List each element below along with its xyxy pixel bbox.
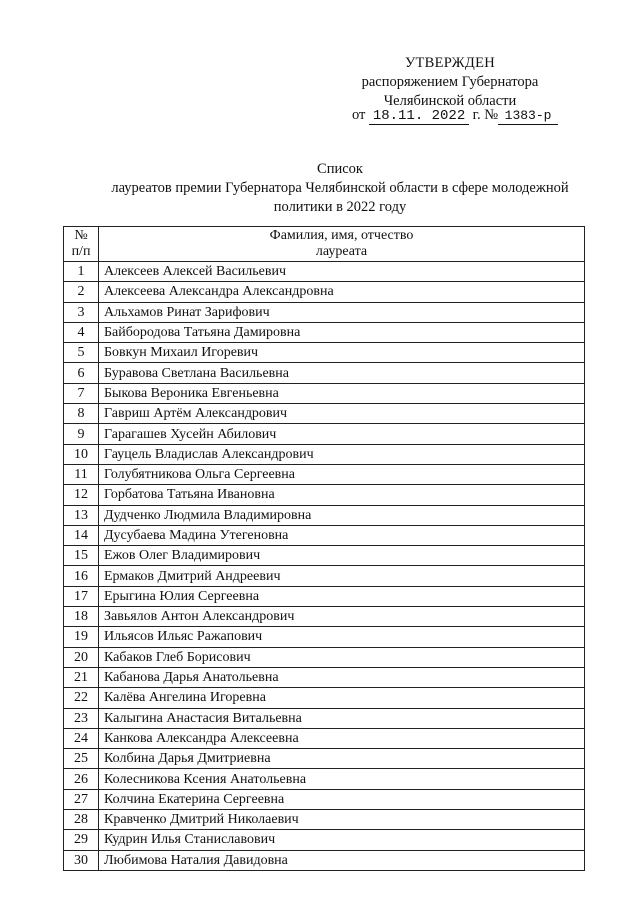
row-number: 20 — [64, 647, 99, 667]
laureate-name: Дудченко Людмила Владимировна — [99, 505, 585, 525]
laureate-name: Алексеева Александра Александровна — [99, 282, 585, 302]
laureate-name: Ермаков Дмитрий Андреевич — [99, 566, 585, 586]
laureate-name: Байбородова Татьяна Дамировна — [99, 322, 585, 342]
row-number: 12 — [64, 485, 99, 505]
laureate-name: Калыгина Анастасия Витальевна — [99, 708, 585, 728]
date-prefix: от — [352, 107, 366, 123]
laureate-name: Кудрин Илья Станиславович — [99, 830, 585, 850]
row-number: 25 — [64, 749, 99, 769]
table-row — [64, 383, 585, 403]
table-row — [64, 850, 585, 870]
laureate-name: Канкова Александра Алексеевна — [99, 728, 585, 748]
header-name-line2: лауреата — [315, 244, 368, 259]
table-row — [64, 749, 585, 769]
table-row — [64, 424, 585, 444]
laureate-name: Ежов Олег Владимирович — [99, 546, 585, 566]
laureate-name: Буравова Светлана Васильевна — [99, 363, 585, 383]
laureate-name: Кабанова Дарья Анатольевна — [99, 667, 585, 687]
laureate-name: Колбина Дарья Дмитриевна — [99, 749, 585, 769]
laureate-name: Кабаков Глеб Борисович — [99, 647, 585, 667]
laureate-name: Колчина Екатерина Сергеевна — [99, 789, 585, 809]
row-number: 28 — [64, 810, 99, 830]
table-row — [64, 444, 585, 464]
laureate-name: Калёва Ангелина Игоревна — [99, 688, 585, 708]
document-heading — [60, 160, 620, 217]
table-row — [64, 607, 585, 627]
decree-number: 1383-р — [498, 108, 558, 125]
row-number: 5 — [64, 343, 99, 363]
table-row — [64, 769, 585, 789]
approval-line-region: Челябинской области — [383, 93, 517, 109]
table-row — [64, 322, 585, 342]
row-number: 11 — [64, 464, 99, 484]
row-number: 18 — [64, 607, 99, 627]
laureate-name: Альхамов Ринат Зарифович — [99, 302, 585, 322]
row-number: 24 — [64, 728, 99, 748]
row-number: 16 — [64, 566, 99, 586]
table-row — [64, 667, 585, 687]
table-row — [64, 810, 585, 830]
header-name-line1: Фамилия, имя, отчество — [269, 228, 414, 243]
row-number: 4 — [64, 322, 99, 342]
row-number: 21 — [64, 667, 99, 687]
approval-title: УТВЕРЖДЕН — [404, 55, 496, 71]
table-header-row — [64, 227, 585, 262]
table-row — [64, 282, 585, 302]
header-name — [99, 227, 585, 262]
row-number: 9 — [64, 424, 99, 444]
header-number — [64, 227, 99, 262]
laureate-name: Гарагашев Хусейн Абилович — [99, 424, 585, 444]
laureate-name: Завьялов Антон Александрович — [99, 607, 585, 627]
decree-date: 18.11. 2022 — [369, 108, 469, 125]
table-row — [64, 363, 585, 383]
row-number: 23 — [64, 708, 99, 728]
laureates-table — [63, 226, 585, 871]
laureate-name: Алексеев Алексей Васильевич — [99, 262, 585, 282]
laureate-name: Колесникова Ксения Анатольевна — [99, 769, 585, 789]
row-number: 7 — [64, 383, 99, 403]
heading-line-2: лауреатов премии Губернатора Челябинской области в сфере молодежной — [111, 180, 569, 196]
table-row — [64, 404, 585, 424]
table-row — [64, 566, 585, 586]
laureate-name: Быкова Вероника Евгеньевна — [99, 383, 585, 403]
table-row — [64, 343, 585, 363]
table-row — [64, 830, 585, 850]
row-number: 8 — [64, 404, 99, 424]
header-number-line2: п/п — [71, 244, 91, 259]
table-row — [64, 586, 585, 606]
table-row — [64, 485, 585, 505]
row-number: 26 — [64, 769, 99, 789]
approval-line-decree: распоряжением Губернатора — [361, 74, 539, 90]
laureate-name: Кравченко Дмитрий Николаевич — [99, 810, 585, 830]
table-row — [64, 505, 585, 525]
document-title: Список — [317, 161, 363, 177]
row-number: 1 — [64, 262, 99, 282]
table-row — [64, 262, 585, 282]
laureate-name: Любимова Наталия Давидовна — [99, 850, 585, 870]
table-row — [64, 302, 585, 322]
row-number: 10 — [64, 444, 99, 464]
header-number-line1: № — [74, 228, 88, 243]
laureate-name: Дусубаева Мадина Утегеновна — [99, 525, 585, 545]
row-number: 17 — [64, 586, 99, 606]
laureate-name: Горбатова Татьяна Ивановна — [99, 485, 585, 505]
approval-date-line — [352, 107, 562, 125]
table-row — [64, 464, 585, 484]
table-row — [64, 728, 585, 748]
table-row — [64, 647, 585, 667]
row-number: 30 — [64, 850, 99, 870]
laureate-name: Гауцель Владислав Александрович — [99, 444, 585, 464]
row-number: 2 — [64, 282, 99, 302]
table-body — [64, 262, 585, 871]
laureate-name: Гавриш Артём Александрович — [99, 404, 585, 424]
date-year-suffix: г. № — [472, 107, 499, 123]
row-number: 19 — [64, 627, 99, 647]
row-number: 29 — [64, 830, 99, 850]
laureate-name: Голубятникова Ольга Сергеевна — [99, 464, 585, 484]
approval-block — [340, 54, 560, 111]
table-row — [64, 525, 585, 545]
row-number: 6 — [64, 363, 99, 383]
row-number: 15 — [64, 546, 99, 566]
row-number: 3 — [64, 302, 99, 322]
table-row — [64, 546, 585, 566]
table-row — [64, 627, 585, 647]
table-row — [64, 688, 585, 708]
row-number: 13 — [64, 505, 99, 525]
table-row — [64, 708, 585, 728]
laureate-name: Бовкун Михаил Игоревич — [99, 343, 585, 363]
row-number: 27 — [64, 789, 99, 809]
heading-line-3: политики в 2022 году — [273, 199, 407, 215]
table-row — [64, 789, 585, 809]
row-number: 14 — [64, 525, 99, 545]
laureate-name: Ильясов Ильяс Ражапович — [99, 627, 585, 647]
row-number: 22 — [64, 688, 99, 708]
laureate-name: Ерыгина Юлия Сергеевна — [99, 586, 585, 606]
